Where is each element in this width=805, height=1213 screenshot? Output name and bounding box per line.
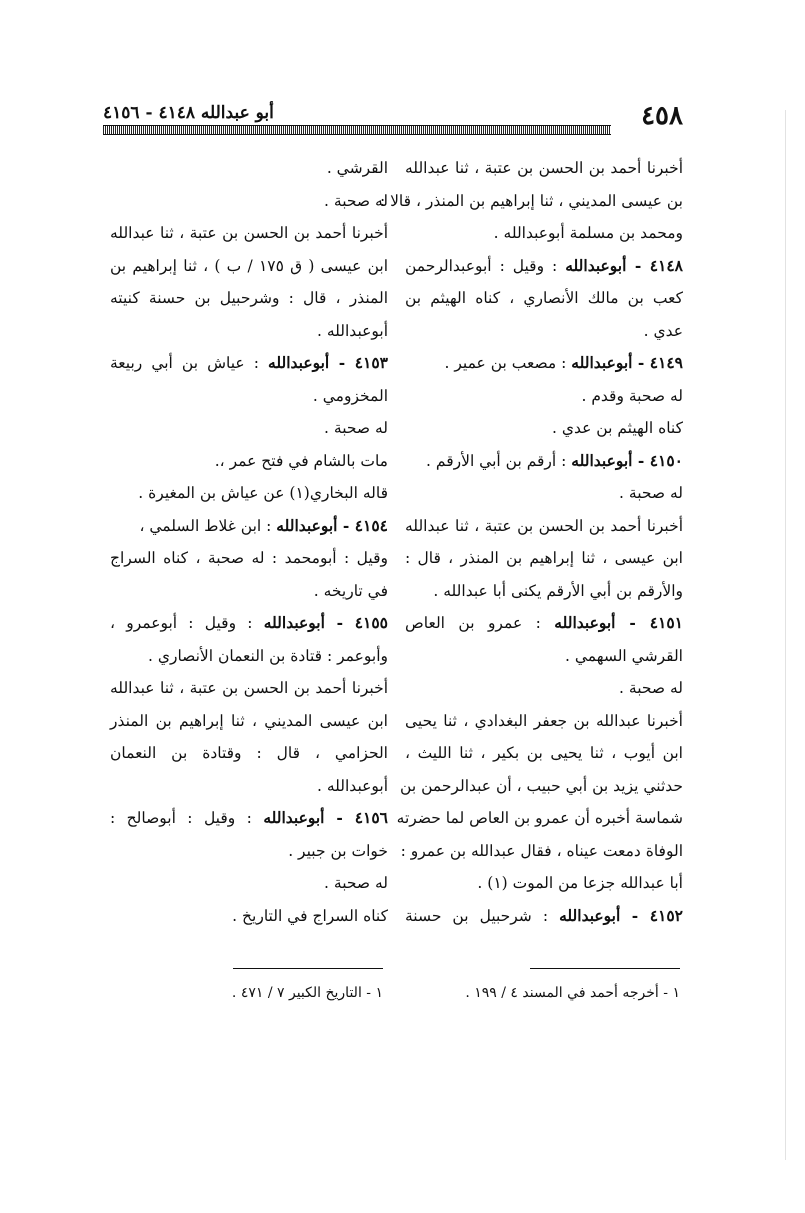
right-column [379, 152, 684, 932]
line-text: القرشي السهمي . [565, 646, 683, 665]
line-text: أبوعبدالله . [316, 776, 388, 795]
text-line [110, 835, 388, 868]
text-line [405, 542, 683, 575]
line-text: أخبرنا أحمد بن الحسن بن عتبة ، ثنا عبدالله [405, 159, 683, 177]
line-text: له صحبة . [324, 874, 388, 892]
text-line [405, 672, 683, 705]
line-text: : وقيل : أبوصالح : [110, 809, 264, 827]
entry-number-name: ٤١٥٤ - أبوعبدالله [276, 515, 388, 535]
line-text: خوات بن جبير . [288, 841, 388, 860]
line-text: : عمرو بن العاص [405, 614, 555, 632]
footnote-rule-right [530, 968, 680, 969]
line-text: : ابن غلاط السلمي ، [139, 516, 277, 535]
entry-heading-line [405, 250, 683, 283]
line-text: له صحبة . [619, 679, 683, 697]
left-column [110, 152, 388, 932]
line-text: كناه السراج في التاريخ . [232, 906, 388, 925]
text-line [110, 672, 388, 705]
line-text: عدي . [643, 321, 683, 340]
text-line [110, 250, 388, 283]
footnote-right: ١ - أخرجه أحمد في المسند ٤ / ١٩٩ . [465, 985, 680, 1001]
line-text: أخبرنا عبدالله بن جعفر البغدادي ، ثنا يحيى [405, 711, 683, 730]
text-line [405, 867, 683, 900]
text-line [400, 770, 683, 803]
entry-number-name: ٤١٤٩ - أبوعبدالله [571, 353, 683, 372]
line-text: ابن عيسى ، ثنا إبراهيم بن المنذر ، قال : [405, 549, 683, 567]
line-text: والأرقم بن أبي الأرقم يكنى أبا عبدالله . [433, 581, 683, 600]
line-text: الوفاة دمعت عيناه ، فقال عبدالله بن عمرو : [400, 841, 683, 860]
text-line [110, 705, 388, 738]
line-text: الحزامي ، قال : وقتادة بن النعمان [110, 744, 388, 762]
line-text: أبا عبدالله جزعا من الموت (١) . [477, 874, 683, 892]
line-text: ابن عيسى المديني ، ثنا إبراهيم بن المنذر [110, 711, 388, 730]
line-text: كناه الهيثم بن عدي . [551, 419, 683, 437]
line-text: ابن عيسى ( ق ١٧٥ / ب ) ، ثنا إبراهيم بن [110, 256, 388, 275]
line-text: ابن أيوب ، ثنا يحيى بن بكير ، ثنا الليث ، [405, 744, 683, 762]
text-line [405, 152, 683, 185]
line-text: المنذر ، قال : وشرحبيل بن حسنة كنيته [110, 289, 388, 307]
text-line [400, 835, 683, 868]
text-line [405, 477, 683, 510]
line-text: في تاريخه . [313, 581, 388, 600]
text-line [405, 510, 683, 543]
header-rule [103, 125, 611, 135]
footnote-left: ١ - التاريخ الكبير ٧ / ٤٧١ . [231, 985, 383, 1001]
text-line [110, 315, 388, 348]
entry-number-name: ٤١٥٦ - أبوعبدالله [263, 808, 388, 827]
line-text: : مصعب بن عمير . [444, 354, 572, 372]
line-text: بن عيسى المديني ، ثنا إبراهيم بن المنذر ، قالا : [379, 191, 683, 210]
line-text: قاله البخاري(١) عن عياش بن المغيرة . [138, 484, 388, 502]
line-text: أخبرنا أحمد بن الحسن بن عتبة ، ثنا عبدالله [405, 516, 683, 535]
line-text: له صحبة . [619, 484, 683, 502]
entry-number-name: ٤١٤٨ - أبوعبدالله [565, 255, 684, 275]
entry-number-name: ٤١٥٣ - أبوعبدالله [268, 353, 389, 372]
text-line [110, 282, 388, 315]
entry-heading-line [405, 445, 683, 478]
text-line [110, 380, 388, 413]
text-line [396, 802, 683, 835]
line-text: وأبوعمر : قتادة بن النعمان الأنصاري . [147, 646, 388, 665]
text-line [110, 640, 388, 673]
text-line [110, 477, 388, 510]
text-line [405, 705, 683, 738]
entry-heading-line [110, 802, 388, 835]
line-text: أخبرنا أحمد بن الحسن بن عتبة ، ثنا عبدالله [110, 224, 388, 242]
line-text: له صحبة وقدم . [581, 386, 683, 405]
line-text: أخبرنا أحمد بن الحسن بن عتبة ، ثنا عبدالله [110, 679, 388, 697]
line-text: أبوعبدالله . [316, 321, 388, 340]
line-text: : أرقم بن أبي الأرقم . [426, 451, 572, 470]
entry-heading-line [110, 347, 388, 380]
text-line [110, 445, 388, 478]
text-line [379, 185, 683, 218]
text-line [110, 900, 388, 933]
line-text: : وقيل : أبوعبدالرحمن [405, 256, 566, 275]
entry-number-name: ٤١٥٥ - أبوعبدالله [263, 613, 388, 632]
text-line [405, 315, 683, 348]
line-text: له صحبة . [324, 419, 388, 437]
text-line [110, 217, 388, 250]
text-line [110, 575, 388, 608]
line-text: شماسة أخبره أن عمرو بن العاص لما حضرته [396, 809, 683, 827]
text-line [405, 217, 683, 250]
entry-heading-line [110, 607, 388, 640]
line-text: : عياش بن أبي ربيعة [110, 354, 269, 372]
line-text: له صحبة . [324, 191, 388, 210]
text-line [110, 737, 388, 770]
text-line [405, 380, 683, 413]
text-line [405, 737, 683, 770]
line-text: المخزومي . [312, 386, 388, 405]
entry-number-name: ٤١٥٠ - أبوعبدالله [571, 450, 683, 470]
text-line [110, 770, 388, 803]
text-line [405, 640, 683, 673]
running-title: أبو عبدالله ٤١٤٨ - ٤١٥٦ [103, 103, 274, 123]
footnote-rule-left [233, 968, 383, 969]
line-text: : شرحبيل بن حسنة [405, 906, 560, 925]
text-line [405, 575, 683, 608]
entry-heading-line [405, 347, 683, 380]
line-text: القرشي . [326, 159, 388, 177]
text-line [110, 412, 388, 445]
line-text: مات بالشام في فتح عمر ،. [214, 451, 388, 470]
text-line [110, 152, 388, 185]
text-line [405, 282, 683, 315]
entry-heading-line [405, 900, 683, 933]
entry-number-name: ٤١٥١ - أبوعبدالله [554, 613, 683, 632]
page-header [103, 101, 683, 137]
line-text: وقيل : أبومحمد : له صحبة ، كناه السراج [110, 549, 388, 567]
entry-number-name: ٤١٥٢ - أبوعبدالله [559, 905, 684, 925]
page-edge-line [785, 110, 786, 1160]
text-line [110, 185, 388, 218]
entry-heading-line [405, 607, 683, 640]
entry-heading-line [110, 510, 388, 543]
text-line [110, 542, 388, 575]
text-line [405, 412, 683, 445]
line-text: حدثني يزيد بن أبي حبيب ، أن عبدالرحمن بن [400, 776, 683, 795]
page-number: ٤٥٨ [641, 101, 683, 131]
line-text: : وقيل : أبوعمرو ، [110, 614, 264, 632]
line-text: ومحمد بن مسلمة أبوعبدالله . [493, 224, 683, 242]
text-line [110, 867, 388, 900]
line-text: كعب بن مالك الأنصاري ، كناه الهيثم بن [405, 289, 683, 307]
